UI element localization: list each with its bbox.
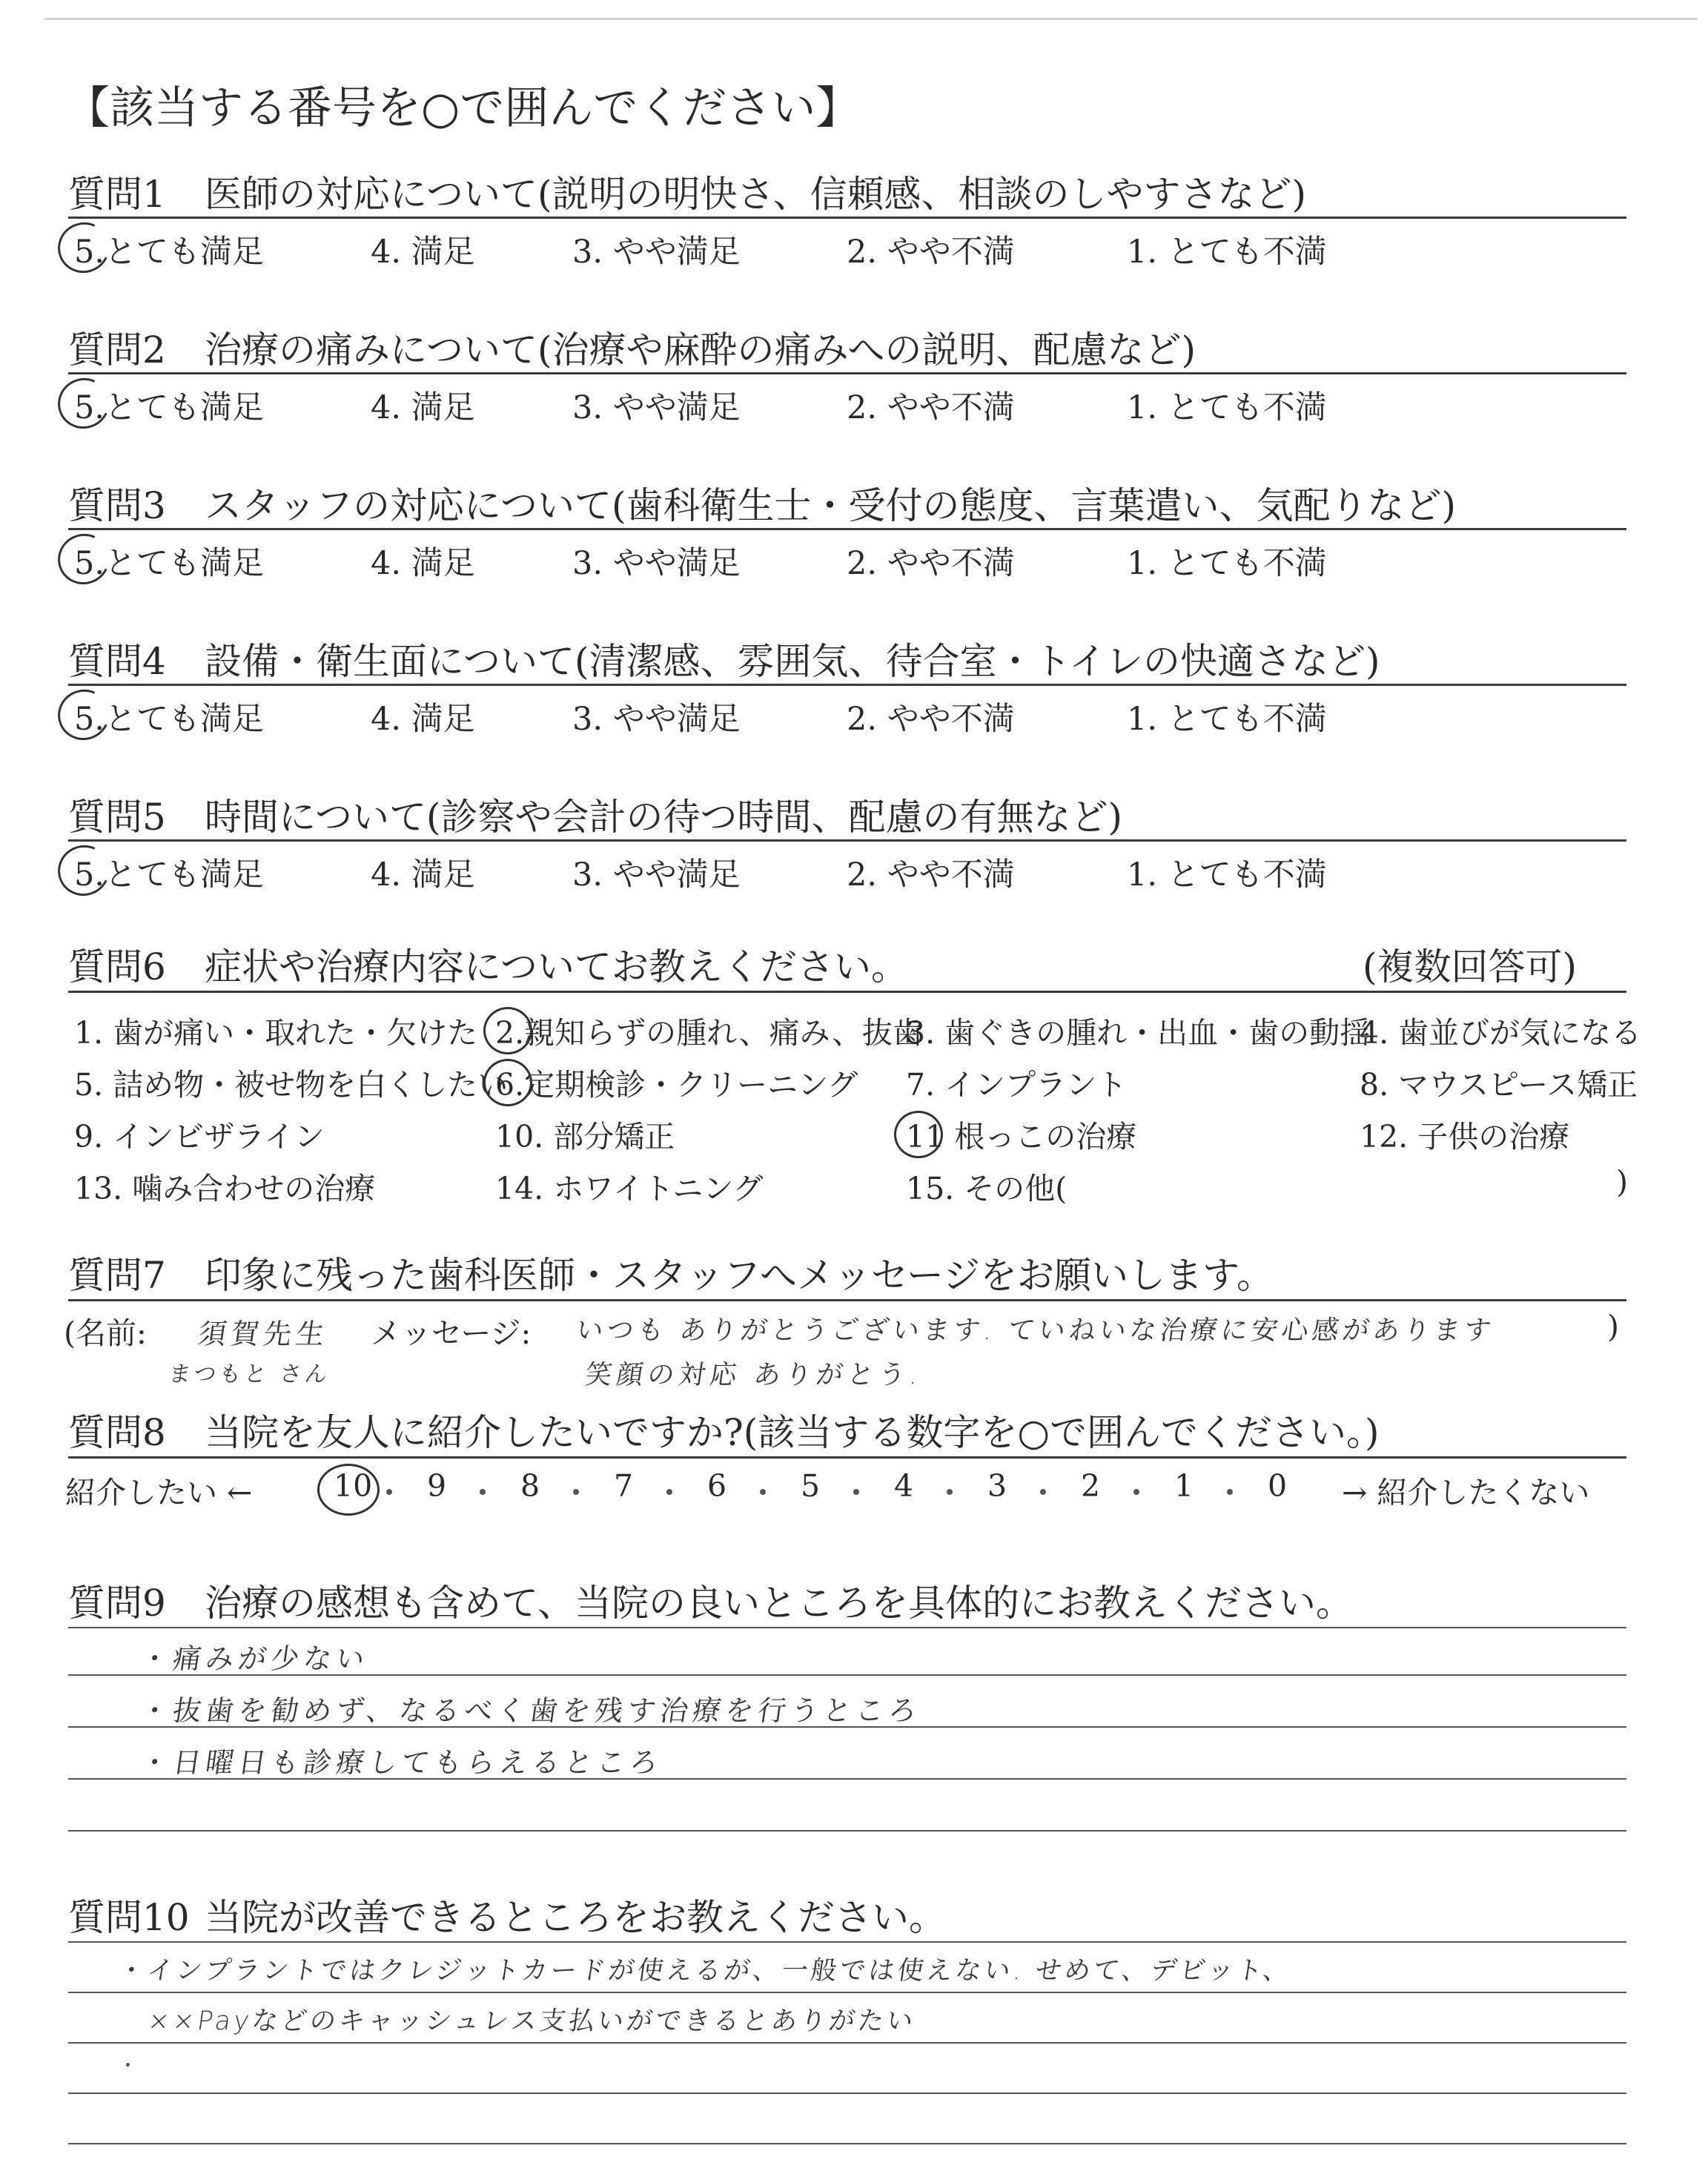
q9-rule-1 xyxy=(68,1627,1626,1628)
q4-option-3[interactable]: 3. やや満足 xyxy=(572,701,741,738)
q7-close-paren: ) xyxy=(1607,1309,1619,1344)
q6-option-2-circle xyxy=(483,1007,532,1054)
q8-label: 質問8 xyxy=(68,1411,166,1454)
q10-rule-2 xyxy=(68,1992,1626,1993)
q4-rule xyxy=(68,684,1626,686)
q2-option-5[interactable]: 5.とても満足 xyxy=(74,389,265,426)
q10-rule-3 xyxy=(68,2042,1626,2044)
q5-text: 時間について(診察や会計の待つ時間、配慮の有無など) xyxy=(205,796,1123,839)
q7-name-label: (名前: xyxy=(64,1315,147,1351)
q2-text: 治療の痛みについて(治療や麻酔の痛みへの説明、配慮など) xyxy=(205,328,1196,371)
q10-label: 質問10 xyxy=(68,1896,190,1939)
q6-option-15[interactable]: 15. その他( xyxy=(906,1171,1068,1206)
q8-scale-8[interactable]: 8 xyxy=(520,1468,540,1504)
q4-option-2[interactable]: 2. やや不満 xyxy=(847,701,1015,738)
q8-separator-dot xyxy=(573,1489,579,1495)
q6-option-2[interactable]: 2.親知らずの腫れ、痛み、抜歯 xyxy=(495,1015,924,1051)
q9-rule-5 xyxy=(68,1830,1626,1832)
q1-option-3[interactable]: 3. やや満足 xyxy=(572,234,741,271)
q8-separator-dot xyxy=(760,1489,766,1495)
q10-answer-2: ××Payなどのキャッシュレス支払いができるとありがたい xyxy=(145,2007,918,2036)
q8-scale-10[interactable]: 10 xyxy=(334,1468,373,1504)
q8-separator-dot xyxy=(1227,1489,1233,1495)
q10-rule-5 xyxy=(68,2143,1626,2144)
q3-option-3[interactable]: 3. やや満足 xyxy=(572,545,741,582)
q6-note: (複数回答可) xyxy=(1363,945,1578,988)
q8-separator-dot xyxy=(1040,1489,1046,1495)
q5-option-4[interactable]: 4. 満足 xyxy=(371,856,475,894)
q8-left-label: 紹介したい ← xyxy=(65,1475,253,1510)
q4-option-4[interactable]: 4. 満足 xyxy=(371,701,475,738)
q2-label: 質問2 xyxy=(68,328,166,371)
q6-option-11-circle xyxy=(894,1111,943,1158)
q10-bullet-3 xyxy=(126,2063,130,2067)
q8-text: 当院を友人に紹介したいですか?(該当する数字を○で囲んでください。) xyxy=(205,1411,1380,1454)
q9-answer-2: ・抜歯を勧めず、なるべく歯を残す治療を行うところ xyxy=(138,1694,924,1727)
q10-text: 当院が改善できるところをお教えください。 xyxy=(205,1896,946,1939)
q8-scale-6[interactable]: 6 xyxy=(707,1468,727,1504)
instructions-header: 【該当する番号を○で囲んでください】 xyxy=(65,82,861,134)
q5-label: 質問5 xyxy=(68,796,166,839)
q6-option-12[interactable]: 12. 子供の治療 xyxy=(1360,1119,1570,1155)
q5-option-5[interactable]: 5.とても満足 xyxy=(74,856,265,894)
q4-label: 質問4 xyxy=(68,640,166,683)
q7-message-label: メッセージ: xyxy=(371,1315,532,1351)
q7-label: 質問7 xyxy=(68,1254,166,1297)
top-border xyxy=(44,18,1698,20)
q2-option-4[interactable]: 4. 満足 xyxy=(371,389,475,426)
q2-option-2[interactable]: 2. やや不満 xyxy=(847,389,1015,426)
q6-option-10[interactable]: 10. 部分矯正 xyxy=(495,1119,675,1155)
q8-separator-dot xyxy=(480,1489,486,1495)
q3-option-2[interactable]: 2. やや不満 xyxy=(847,545,1015,582)
q1-option-4[interactable]: 4. 満足 xyxy=(371,234,475,271)
q8-scale-4[interactable]: 4 xyxy=(894,1468,914,1504)
q8-separator-dot xyxy=(386,1489,392,1495)
q2-rule xyxy=(68,372,1626,374)
q6-option-6[interactable]: 6.定期検診・クリーニング xyxy=(495,1067,858,1103)
q6-option-8[interactable]: 8. マウスピース矯正 xyxy=(1360,1067,1638,1103)
q7-name-line1: 須賀先生 xyxy=(196,1318,331,1350)
q2-option-3[interactable]: 3. やや満足 xyxy=(572,389,741,426)
q6-option-11[interactable]: 11 根っこの治療 xyxy=(906,1119,1137,1155)
q8-scale-7[interactable]: 7 xyxy=(614,1468,634,1504)
q7-text: 印象に残った歯科医師・スタッフへメッセージをお願いします。 xyxy=(205,1254,1274,1297)
q3-option-5[interactable]: 5.とても満足 xyxy=(74,545,265,582)
q7-name-line2: まつもと さん xyxy=(167,1361,332,1387)
q5-rule xyxy=(68,839,1626,842)
q6-other-close-paren: ) xyxy=(1616,1164,1628,1200)
q2-option-1[interactable]: 1. とても不満 xyxy=(1127,389,1327,426)
q8-separator-dot xyxy=(666,1489,672,1495)
q3-rule xyxy=(68,528,1626,530)
q3-option-1[interactable]: 1. とても不満 xyxy=(1127,545,1327,582)
q7-message-line2: 笑顔の対応 ありがとう. xyxy=(583,1360,925,1390)
q8-scale-3[interactable]: 3 xyxy=(987,1468,1007,1504)
q8-scale-0[interactable]: 0 xyxy=(1268,1468,1288,1504)
q3-text: スタッフの対応について(歯科衛生士・受付の態度、言葉遣い、気配りなど) xyxy=(205,484,1457,527)
q10-rule-4 xyxy=(68,2093,1626,2094)
q9-answer-3: ・日曜日も診療してもらえるところ xyxy=(138,1746,665,1779)
q8-separator-dot xyxy=(1133,1489,1139,1495)
q6-option-13[interactable]: 13. 噛み合わせの治療 xyxy=(74,1171,376,1206)
q3-label: 質問3 xyxy=(68,484,166,527)
q8-separator-dot xyxy=(947,1489,953,1495)
q1-option-2[interactable]: 2. やや不満 xyxy=(847,234,1015,271)
q8-selected-circle xyxy=(317,1464,380,1516)
q4-text: 設備・衛生面について(清潔感、雰囲気、待合室・トイレの快適さなど) xyxy=(205,640,1380,683)
q5-option-1[interactable]: 1. とても不満 xyxy=(1127,856,1327,894)
q6-text: 症状や治療内容についてお教えください。 xyxy=(205,945,908,988)
q9-answer-1: ・痛みが少ない xyxy=(138,1642,371,1675)
q6-option-1[interactable]: 1. 歯が痛い・取れた・欠けた xyxy=(74,1015,478,1051)
q5-option-3[interactable]: 3. やや満足 xyxy=(572,856,741,894)
q4-option-1[interactable]: 1. とても不満 xyxy=(1127,701,1327,738)
q8-scale-1[interactable]: 1 xyxy=(1174,1468,1194,1504)
q6-option-7[interactable]: 7. インプラント xyxy=(906,1067,1128,1103)
q1-rule xyxy=(68,217,1626,219)
q5-option-2[interactable]: 2. やや不満 xyxy=(847,856,1015,894)
q7-rule xyxy=(68,1299,1626,1301)
q1-text: 医師の対応について(説明の明快さ、信頼感、相談のしやすさなど) xyxy=(205,173,1307,216)
q8-scale-2[interactable]: 2 xyxy=(1081,1468,1101,1504)
q4-option-5[interactable]: 5.とても満足 xyxy=(74,701,265,738)
q9-text: 治療の感想も含めて、当院の良いところを具体的にお教えください。 xyxy=(205,1582,1353,1625)
q8-rule xyxy=(68,1456,1626,1459)
q10-rule-1 xyxy=(68,1941,1626,1943)
q8-right-label: → 紹介したくない xyxy=(1342,1475,1590,1510)
q6-option-9[interactable]: 9. インビザライン xyxy=(74,1119,325,1155)
q8-scale-9[interactable]: 9 xyxy=(427,1468,447,1504)
q6-option-14[interactable]: 14. ホワイトニング xyxy=(495,1171,764,1206)
q10-answer-1: ・インプラントではクレジットカードが使えるが、一般では使えない. せめて、デビット、 xyxy=(116,1956,1294,1986)
q1-option-1[interactable]: 1. とても不満 xyxy=(1127,234,1327,271)
q1-option-5[interactable]: 5.とても満足 xyxy=(74,234,265,271)
q3-option-4[interactable]: 4. 満足 xyxy=(371,545,475,582)
q6-option-5[interactable]: 5. 詰め物・被せ物を白くしたい xyxy=(74,1067,509,1103)
q6-option-6-circle xyxy=(483,1059,532,1106)
q6-rule xyxy=(68,991,1626,993)
q8-separator-dot xyxy=(853,1489,859,1495)
q6-option-4[interactable]: 4. 歯並びが気になる xyxy=(1360,1015,1642,1051)
q6-option-3[interactable]: 3. 歯ぐきの腫れ・出血・歯の動揺 xyxy=(906,1015,1371,1051)
q9-label: 質問9 xyxy=(68,1582,166,1625)
q8-scale-5[interactable]: 5 xyxy=(801,1468,821,1504)
q7-message-line1: いつも ありがとうございます. ていねいな治療に安心感があります xyxy=(574,1315,1497,1346)
q6-label: 質問6 xyxy=(68,945,166,988)
q1-label: 質問1 xyxy=(68,173,166,216)
